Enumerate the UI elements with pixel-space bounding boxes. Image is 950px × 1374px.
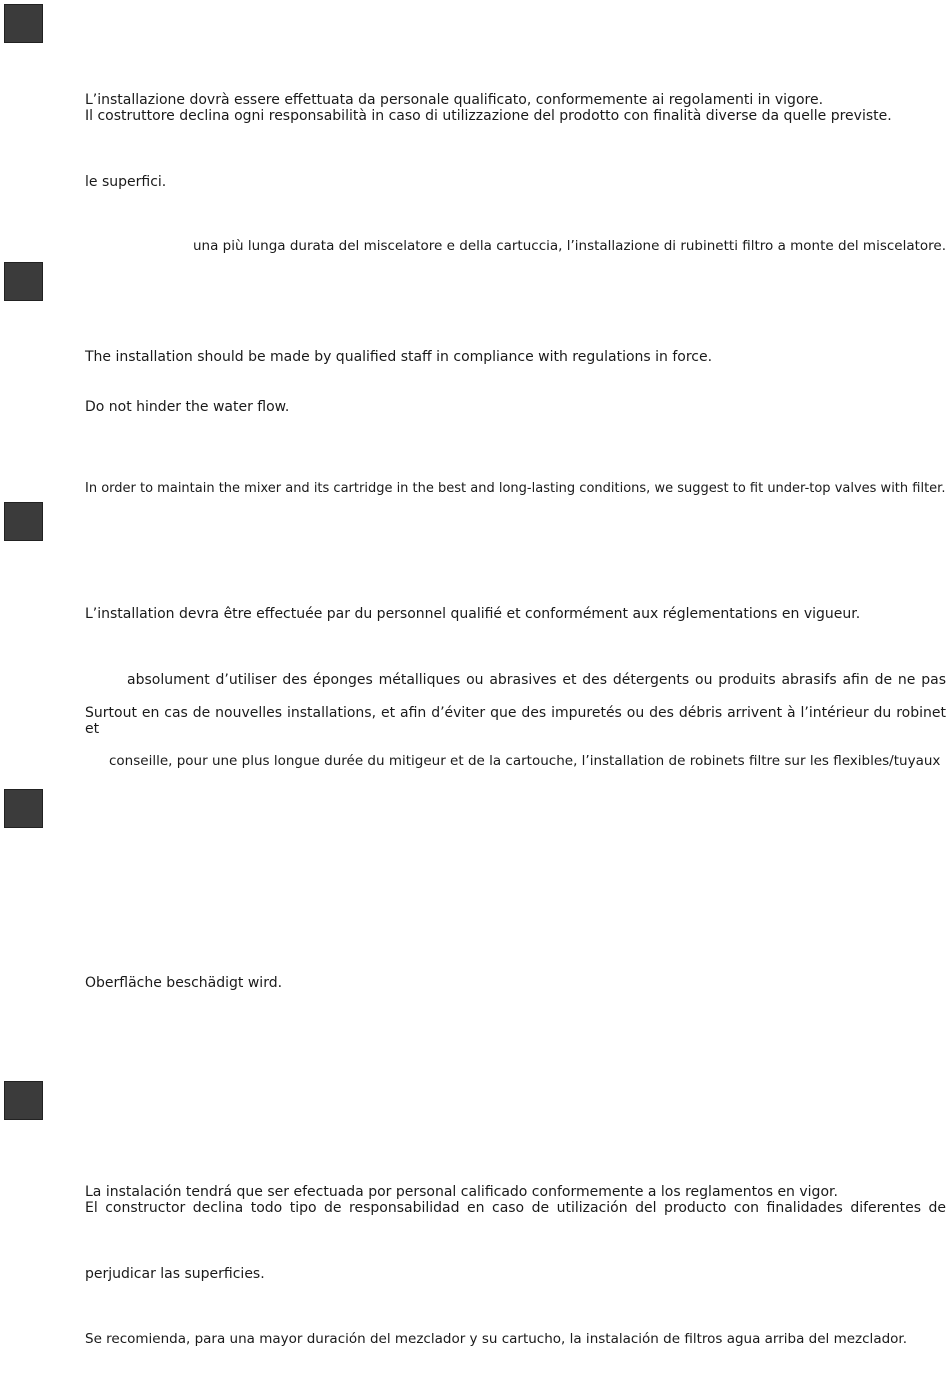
language-marker-spanish	[4, 1081, 43, 1120]
language-marker-french	[4, 502, 43, 541]
italian-text-line-4: una più lunga durata del miscelatore e della cartuccia, l’installazione di rubinetti filtro a monte del miscelatore.	[193, 238, 947, 254]
french-text-line-1: L’installation devra être effectuée par du personnel qualifié et conformément aux réglementations en vigueur.	[85, 606, 861, 622]
language-marker-english	[4, 262, 43, 301]
english-text-line-1: The installation should be made by qualified staff in compliance with regulations in force.	[85, 349, 713, 365]
spanish-text-line-2: El constructor declina todo tipo de responsabilidad en caso de utilización del producto con finalidades diferentes de	[85, 1200, 946, 1216]
italian-text-line-1: L’installazione dovrà essere effettuata da personale qualificato, conformemente ai regolamenti in vigore.	[85, 92, 824, 108]
italian-text-line-3: le superfici.	[85, 174, 167, 190]
french-text-line-3: Surtout en cas de nouvelles installations, et afin d’éviter que des impuretés ou des débris arrivent à l’intérieur du robinet et	[85, 705, 946, 737]
english-text-line-3: In order to maintain the mixer and its cartridge in the best and long-lasting conditions, we suggest to fit under-top valves with filter.	[85, 481, 946, 496]
french-text-line-2: absolument d’utiliser des éponges métalliques ou abrasives et des détergents ou produits abrasifs afin de ne pas	[127, 672, 946, 688]
spanish-text-line-3: perjudicar las superficies.	[85, 1266, 265, 1282]
french-text-line-4: conseille, pour une plus longue durée du mitigeur et de la cartouche, l’installation de robinets filtre sur les flexibles/tuyaux	[109, 753, 941, 769]
italian-text-line-2: Il costruttore declina ogni responsabilità in caso di utilizzazione del prodotto con finalità diverse da quelle previste.	[85, 108, 892, 124]
language-marker-german	[4, 789, 43, 828]
german-text-line-1: Oberfläche beschädigt wird.	[85, 975, 283, 991]
english-text-line-2: Do not hinder the water flow.	[85, 399, 290, 415]
spanish-text-line-1: La instalación tendrá que ser efectuada por personal calificado conformemente a los reglamentos en vigor.	[85, 1184, 838, 1200]
spanish-text-line-4: Se recomienda, para una mayor duración del mezclador y su cartucho, la instalación de filtros agua arriba del mezclador.	[85, 1331, 908, 1347]
language-marker-italian	[4, 4, 43, 43]
